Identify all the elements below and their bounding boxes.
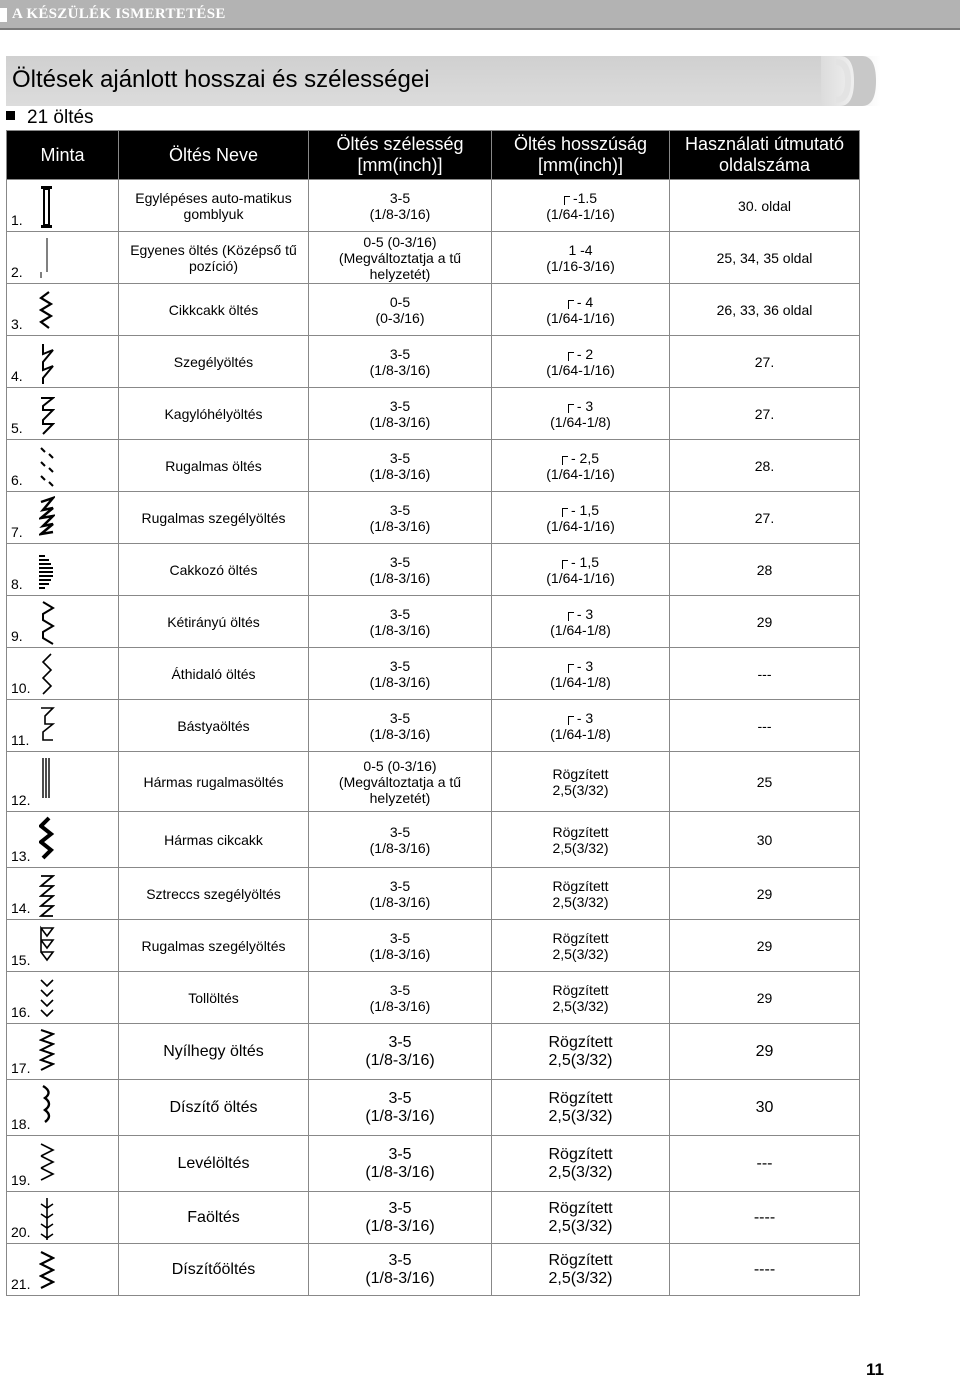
stitch-name: Rugalmas szegélyöltés — [119, 920, 309, 972]
row-number: 18. — [11, 1116, 31, 1132]
stitch-pattern-cell — [7, 1136, 119, 1192]
arrowhead-stitch-icon — [39, 1028, 55, 1074]
stitch-width: 3-5 (1/8-3/16) — [309, 440, 492, 492]
row-number: 15. — [11, 952, 31, 968]
stitch-width: 3-5 (1/8-3/16) — [309, 920, 492, 972]
stitch-length: Rögzített 2,5(3/32) — [492, 972, 670, 1024]
triple-zigzag-stitch-icon — [39, 816, 55, 862]
stitch-width: 0-5 (0-3/16) (Megváltoztatja a tű helyzetét) — [309, 752, 492, 812]
guide-page: 29 — [670, 972, 860, 1024]
stitch-pattern-cell — [7, 812, 119, 868]
elastic-hem-stitch-icon — [39, 496, 55, 542]
stitch-name: Sztreccs szegélyöltés — [119, 868, 309, 920]
stitch-pattern-cell — [7, 388, 119, 440]
elastic-stitch-icon — [39, 444, 55, 490]
col-header-name: Öltés Neve — [119, 131, 309, 180]
row-number: 7. — [11, 524, 23, 540]
leaf-stitch-icon — [39, 1140, 55, 1186]
stitch-name: Díszítő öltés — [119, 1080, 309, 1136]
row-number: 17. — [11, 1060, 31, 1076]
guide-page: 28 — [670, 544, 860, 596]
stitch-width: 0-5 (0-3/16) (Megváltoztatja a tű helyzetét) — [309, 232, 492, 284]
row-number: 8. — [11, 576, 23, 592]
col-header-minta: Minta — [7, 131, 119, 180]
stitch-width: 3-5 (1/8-3/16) — [309, 1080, 492, 1136]
table-row — [7, 284, 860, 336]
row-number: 3. — [11, 316, 23, 332]
guide-page: 27. — [670, 336, 860, 388]
page-title: Öltések ajánlott hosszai és szélességei — [12, 66, 430, 93]
stitch-table — [6, 130, 860, 1296]
length-min-mark-icon — [568, 352, 574, 361]
table-row — [7, 812, 860, 868]
guide-page: ---- — [670, 1244, 860, 1296]
stitch-length: Rögzített 2,5(3/32) — [492, 812, 670, 868]
stitch-length: Rögzített 2,5(3/32) — [492, 868, 670, 920]
stitch-length: - 1,5 (1/64-1/16) — [492, 544, 670, 596]
table-row — [7, 752, 860, 812]
guide-page: 25, 34, 35 oldal — [670, 232, 860, 284]
guide-page: 30 — [670, 1080, 860, 1136]
stitch-name: Levélöltés — [119, 1136, 309, 1192]
guide-page: 29 — [670, 596, 860, 648]
stitch-length: - 3 (1/64-1/8) — [492, 388, 670, 440]
stitch-name: Rugalmas szegélyöltés — [119, 492, 309, 544]
stitch-width: 3-5 (1/8-3/16) — [309, 972, 492, 1024]
stitch-pattern-cell — [7, 440, 119, 492]
col-header-width: Öltés szélesség [mm(inch)] — [309, 131, 492, 180]
title-band-decoration — [836, 56, 880, 106]
stitch-length: Rögzített 2,5(3/32) — [492, 920, 670, 972]
length-min-mark-icon — [568, 664, 574, 673]
stitch-pattern-cell — [7, 700, 119, 752]
guide-page: --- — [670, 648, 860, 700]
length-min-mark-icon — [568, 612, 574, 621]
stitch-pattern-cell — [7, 920, 119, 972]
stitch-length: -1.5 (1/64-1/16) — [492, 180, 670, 232]
guide-page: 27. — [670, 492, 860, 544]
row-number: 1. — [11, 212, 23, 228]
table-row — [7, 972, 860, 1024]
stitch-length: Rögzített 2,5(3/32) — [492, 1136, 670, 1192]
guide-page: 25 — [670, 752, 860, 812]
stitch-width: 3-5 (1/8-3/16) — [309, 1192, 492, 1244]
table-row — [7, 492, 860, 544]
row-number: 14. — [11, 900, 31, 916]
stitch-width: 3-5 (1/8-3/16) — [309, 1244, 492, 1296]
stitch-width: 3-5 (1/8-3/16) — [309, 492, 492, 544]
row-number: 5. — [11, 420, 23, 436]
table-row — [7, 232, 860, 284]
stitch-pattern-cell — [7, 596, 119, 648]
guide-page: --- — [670, 700, 860, 752]
stitch-name: Hármas rugalmasöltés — [119, 752, 309, 812]
guide-page: 30. oldal — [670, 180, 860, 232]
stitch-length: - 2 (1/64-1/16) — [492, 336, 670, 388]
guide-page: 26, 33, 36 oldal — [670, 284, 860, 336]
stitch-length: Rögzített 2,5(3/32) — [492, 1024, 670, 1080]
section-header-bar — [0, 0, 960, 30]
col-header-guide: Használati útmutató oldalszáma — [670, 131, 860, 180]
table-row — [7, 700, 860, 752]
row-number: 6. — [11, 472, 23, 488]
stitch-width: 3-5 (1/8-3/16) — [309, 180, 492, 232]
stitch-pattern-cell — [7, 1192, 119, 1244]
stitch-name: Díszítőöltés — [119, 1244, 309, 1296]
table-row — [7, 1136, 860, 1192]
table-row — [7, 1080, 860, 1136]
stitch-length: 1 -4 (1/16-3/16) — [492, 232, 670, 284]
stitch-width: 3-5 (1/8-3/16) — [309, 648, 492, 700]
subtitle — [6, 107, 94, 129]
section-header: A KÉSZÜLÉK ISMERTETÉSE — [12, 6, 226, 22]
scallop-stitch-icon — [39, 548, 55, 594]
stitch-pattern-cell — [7, 492, 119, 544]
ornamental-stitch-icon — [39, 1248, 55, 1294]
guide-page: 27. — [670, 388, 860, 440]
stitch-name: Szegélyöltés — [119, 336, 309, 388]
stitch-name: Bástyaöltés — [119, 700, 309, 752]
elastic-hem-stitch-2-icon — [39, 924, 55, 970]
bidirectional-stitch-icon — [39, 600, 55, 646]
stitch-name: Cakkozó öltés — [119, 544, 309, 596]
guide-page: 29 — [670, 920, 860, 972]
row-number: 10. — [11, 680, 31, 696]
guide-page: 28. — [670, 440, 860, 492]
guide-page: --- — [670, 1136, 860, 1192]
stitch-width: 3-5 (1/8-3/16) — [309, 700, 492, 752]
stitch-pattern-cell — [7, 1080, 119, 1136]
stitch-name: Áthidaló öltés — [119, 648, 309, 700]
feather-stitch-icon — [39, 976, 55, 1022]
length-min-mark-icon — [562, 508, 568, 517]
table-row — [7, 920, 860, 972]
stitch-length: Rögzített 2,5(3/32) — [492, 1192, 670, 1244]
row-number: 19. — [11, 1172, 31, 1188]
table-row — [7, 868, 860, 920]
stitch-width: 3-5 (1/8-3/16) — [309, 336, 492, 388]
row-number: 16. — [11, 1004, 31, 1020]
length-min-mark-icon — [562, 560, 568, 569]
row-number: 4. — [11, 368, 23, 384]
straight-stitch-icon — [39, 236, 55, 282]
table-row — [7, 180, 860, 232]
stitch-name: Kétirányú öltés — [119, 596, 309, 648]
table-row — [7, 388, 860, 440]
stitch-name: Hármas cikcakk — [119, 812, 309, 868]
zigzag-stitch-icon — [39, 288, 55, 334]
guide-page: 30 — [670, 812, 860, 868]
table-row — [7, 1024, 860, 1080]
stitch-length: - 4 (1/64-1/16) — [492, 284, 670, 336]
row-number: 20. — [11, 1224, 31, 1240]
length-min-mark-icon — [568, 716, 574, 725]
table-row — [7, 1192, 860, 1244]
stitch-name: Egyenes öltés (Középső tű pozíció) — [119, 232, 309, 284]
row-number: 2. — [11, 264, 23, 280]
table-row — [7, 648, 860, 700]
table-row — [7, 544, 860, 596]
stitch-pattern-cell — [7, 544, 119, 596]
col-header-length: Öltés hosszúság [mm(inch)] — [492, 131, 670, 180]
stitch-width: 0-5 (0-3/16) — [309, 284, 492, 336]
stitch-width: 3-5 (1/8-3/16) — [309, 544, 492, 596]
stitch-width: 3-5 (1/8-3/16) — [309, 596, 492, 648]
stitch-pattern-cell — [7, 752, 119, 812]
row-number: 11. — [11, 732, 30, 748]
stitch-pattern-cell — [7, 336, 119, 388]
stitch-pattern-cell — [7, 180, 119, 232]
stitch-pattern-cell — [7, 284, 119, 336]
shell-tuck-stitch-icon — [39, 392, 55, 438]
table-row — [7, 596, 860, 648]
blind-hem-stitch-icon — [39, 340, 55, 386]
row-number: 12. — [11, 792, 31, 808]
stitch-pattern-cell — [7, 232, 119, 284]
decorative-stitch-icon — [39, 1084, 55, 1130]
row-number: 13. — [11, 848, 31, 864]
stitch-length: - 1,5 (1/64-1/16) — [492, 492, 670, 544]
buttonhole-stitch-icon — [39, 184, 55, 230]
table-header-row — [7, 131, 860, 180]
stitch-length: - 2,5 (1/64-1/16) — [492, 440, 670, 492]
table-row — [7, 1244, 860, 1296]
stitch-length: - 3 (1/64-1/8) — [492, 648, 670, 700]
subtitle-text: 21 öltés — [27, 107, 94, 128]
row-number: 21. — [11, 1276, 31, 1292]
rampart-stitch-icon — [39, 704, 55, 750]
length-min-mark-icon — [568, 404, 574, 413]
stitch-pattern-cell — [7, 868, 119, 920]
stitch-pattern-cell — [7, 1024, 119, 1080]
stitch-width: 3-5 (1/8-3/16) — [309, 388, 492, 440]
stitch-name: Faöltés — [119, 1192, 309, 1244]
table-row — [7, 440, 860, 492]
bullet-square-icon — [6, 111, 15, 120]
page-number: 11 — [866, 1360, 884, 1379]
stitch-name: Tollöltés — [119, 972, 309, 1024]
stitch-name: Egylépéses auto-matikus gomblyuk — [119, 180, 309, 232]
stitch-width: 3-5 (1/8-3/16) — [309, 1136, 492, 1192]
triple-stretch-stitch-icon — [39, 756, 55, 802]
stitch-width: 3-5 (1/8-3/16) — [309, 868, 492, 920]
stitch-length: Rögzített 2,5(3/32) — [492, 1244, 670, 1296]
stitch-length: Rögzített 2,5(3/32) — [492, 752, 670, 812]
stitch-name: Nyílhegy öltés — [119, 1024, 309, 1080]
stitch-name: Cikkcakk öltés — [119, 284, 309, 336]
stitch-length: - 3 (1/64-1/8) — [492, 596, 670, 648]
row-number: 9. — [11, 628, 23, 644]
table-row — [7, 336, 860, 388]
stitch-width: 3-5 (1/8-3/16) — [309, 812, 492, 868]
stitch-length: Rögzített 2,5(3/32) — [492, 1080, 670, 1136]
stitch-pattern-cell — [7, 972, 119, 1024]
bridging-stitch-icon — [39, 652, 55, 698]
stitch-pattern-cell — [7, 648, 119, 700]
guide-page: ---- — [670, 1192, 860, 1244]
guide-page: 29 — [670, 1024, 860, 1080]
length-min-mark-icon — [564, 196, 570, 205]
tree-stitch-icon — [39, 1196, 55, 1242]
stitch-name: Kagylóhélyöltés — [119, 388, 309, 440]
stitch-width: 3-5 (1/8-3/16) — [309, 1024, 492, 1080]
stitch-length: - 3 (1/64-1/8) — [492, 700, 670, 752]
stitch-pattern-cell — [7, 1244, 119, 1296]
length-min-mark-icon — [562, 456, 568, 465]
stretch-hem-stitch-icon — [39, 872, 55, 918]
length-min-mark-icon — [568, 300, 574, 309]
stitch-name: Rugalmas öltés — [119, 440, 309, 492]
header-lead-mark — [0, 8, 7, 22]
guide-page: 29 — [670, 868, 860, 920]
